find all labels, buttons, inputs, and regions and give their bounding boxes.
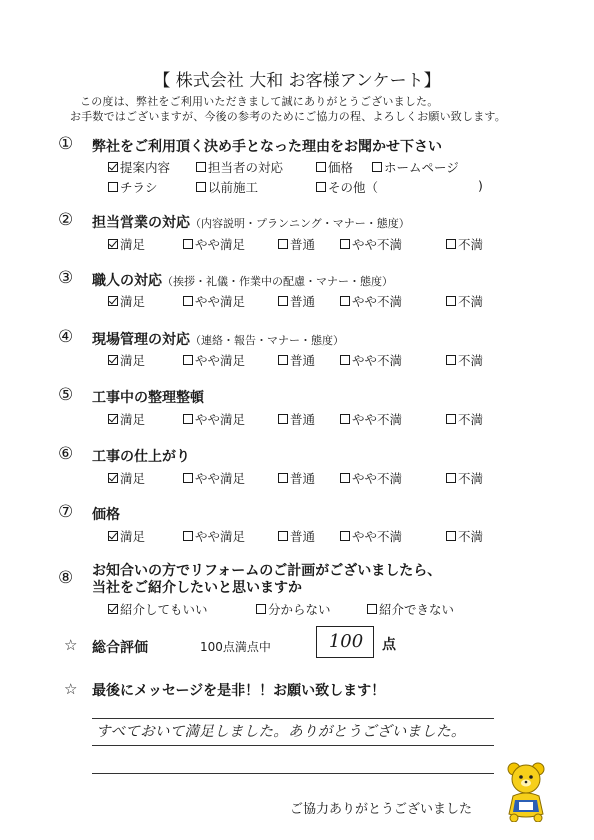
message-label: 最後にメッセージを是非！！お願い致します！ [92,683,386,699]
question-4-sub: （連絡・報告・マナー・態度） [190,334,344,347]
checkbox[interactable] [316,182,326,192]
checkbox[interactable] [278,296,288,306]
question-1-number: ① [58,134,74,154]
checkbox[interactable] [278,355,288,365]
checkbox[interactable] [108,182,118,192]
question-1-title: 弊社をご利用頂く決め手となった理由をお聞かせ下さい [92,139,442,155]
q4-option-somewhat-dissatisfied[interactable]: やや不満 [340,351,402,369]
q2-option-satisfied[interactable]: 満足 [108,235,145,253]
checkbox[interactable] [278,531,288,541]
checkbox[interactable] [108,162,118,172]
checkbox[interactable] [316,162,326,172]
message-line-2 [92,745,494,746]
star-icon: ☆ [64,680,78,698]
checkbox[interactable] [278,473,288,483]
checkbox[interactable] [183,296,193,306]
q6-option-somewhat-dissatisfied[interactable]: やや不満 [340,469,402,487]
checkbox[interactable] [108,296,118,306]
score-value: 100 [328,631,364,652]
checkbox[interactable] [108,604,118,614]
q6-option-satisfied[interactable]: 満足 [108,469,145,487]
question-2-title: 担当営業の対応（内容説明・プランニング・マナー・態度） [92,215,410,231]
message-line-1 [92,718,494,719]
intro-line-1: この度は、弊社をご利用いただきまして誠にありがとうございました。 [80,95,439,108]
question-8-number: ⑧ [58,568,74,588]
checkbox[interactable] [108,355,118,365]
checkbox[interactable] [446,296,456,306]
score-unit: 点 [382,637,396,653]
question-8-title-line2: 当社をご紹介したいと思いますか [92,580,302,596]
q1-option-staff[interactable]: 担当者の対応 [196,158,283,176]
q1-option-proposal[interactable]: 提案内容 [108,158,170,176]
checkbox[interactable] [196,162,206,172]
question-8-title: お知合いの方でリフォームのご計画がございましたら、 [92,563,442,579]
checkbox[interactable] [108,239,118,249]
checkbox[interactable] [183,531,193,541]
q5-option-neutral[interactable]: 普通 [278,410,315,428]
q7-option-somewhat-satisfied[interactable]: やや満足 [183,527,245,545]
checkbox[interactable] [340,414,350,424]
question-7-title: 価格 [92,507,120,523]
question-4-title: 現場管理の対応（連絡・報告・マナー・態度） [92,332,344,348]
question-7-number: ⑦ [58,502,74,522]
checkbox[interactable] [340,473,350,483]
q5-option-somewhat-dissatisfied[interactable]: やや不満 [340,410,402,428]
q4-option-neutral[interactable]: 普通 [278,351,315,369]
q1-option-other[interactable]: その他（ [316,178,378,196]
q6-option-neutral[interactable]: 普通 [278,469,315,487]
q3-option-satisfied[interactable]: 満足 [108,292,145,310]
score-input[interactable] [316,626,374,658]
q3-option-neutral[interactable]: 普通 [278,292,315,310]
checkbox[interactable] [367,604,377,614]
question-6-number: ⑥ [58,444,74,464]
checkbox[interactable] [340,355,350,365]
q1-other-close: ) [478,178,483,193]
q7-option-neutral[interactable]: 普通 [278,527,315,545]
q6-option-dissatisfied[interactable]: 不満 [446,469,483,487]
checkbox[interactable] [446,355,456,365]
checkbox[interactable] [340,531,350,541]
q6-option-somewhat-satisfied[interactable]: やや満足 [183,469,245,487]
q8-option-would-recommend[interactable]: 紹介してもいい [108,600,208,618]
q2-option-neutral[interactable]: 普通 [278,235,315,253]
checkbox[interactable] [183,355,193,365]
q5-option-dissatisfied[interactable]: 不満 [446,410,483,428]
q5-option-satisfied[interactable]: 満足 [108,410,145,428]
q1-option-flyer[interactable]: チラシ [108,178,158,196]
overall-rating-scale: 100点満点中 [200,640,271,654]
q1-option-price[interactable]: 価格 [316,158,353,176]
checkbox[interactable] [183,473,193,483]
checkbox[interactable] [446,473,456,483]
checkbox[interactable] [183,239,193,249]
checkbox[interactable] [183,414,193,424]
q4-option-somewhat-satisfied[interactable]: やや満足 [183,351,245,369]
question-3-number: ③ [58,268,74,288]
checkbox[interactable] [446,531,456,541]
thanks-text: ご協力ありがとうございました [290,802,473,817]
question-2-number: ② [58,210,74,230]
checkbox[interactable] [446,414,456,424]
bear-mascot-icon [503,760,549,822]
q8-option-not-sure[interactable]: 分からない [256,600,331,618]
q4-option-dissatisfied[interactable]: 不満 [446,351,483,369]
intro-line-2: お手数ではございますが、今後の参考のためにご協力の程、よろしくお願い致します。 [70,110,506,123]
q7-option-satisfied[interactable]: 満足 [108,527,145,545]
q7-option-dissatisfied[interactable]: 不満 [446,527,483,545]
q2-option-somewhat-dissatisfied[interactable]: やや不満 [340,235,402,253]
q7-option-somewhat-dissatisfied[interactable]: やや不満 [340,527,402,545]
checkbox[interactable] [256,604,266,614]
question-2-sub: （内容説明・プランニング・マナー・態度） [190,217,410,230]
q3-option-dissatisfied[interactable]: 不満 [446,292,483,310]
checkbox[interactable] [446,239,456,249]
checkbox[interactable] [108,531,118,541]
overall-rating-label: 総合評価 [92,640,148,656]
q8-option-cannot-recommend[interactable]: 紹介できない [367,600,454,618]
message-text[interactable]: すべておいて満足しました。ありがとうございました。 [96,724,466,740]
checkbox[interactable] [340,296,350,306]
q3-option-somewhat-dissatisfied[interactable]: やや不満 [340,292,402,310]
q3-option-somewhat-satisfied[interactable]: やや満足 [183,292,245,310]
checkbox[interactable] [108,473,118,483]
q2-option-dissatisfied[interactable]: 不満 [446,235,483,253]
checkbox[interactable] [278,239,288,249]
question-4-number: ④ [58,327,74,347]
checkbox[interactable] [196,182,206,192]
message-line-3 [92,773,494,774]
question-3-title: 職人の対応（挨拶・礼儀・作業中の配慮・マナー・態度） [92,273,393,289]
q2-option-somewhat-satisfied[interactable]: やや満足 [183,235,245,253]
checkbox[interactable] [372,162,382,172]
question-3-sub: （挨拶・礼儀・作業中の配慮・マナー・態度） [162,275,393,288]
checkbox[interactable] [340,239,350,249]
survey-title: 【 株式会社 大和 お客様アンケート】 [153,71,441,91]
q1-option-previous[interactable]: 以前施工 [196,178,258,196]
question-5-title: 工事中の整理整頓 [92,390,204,406]
star-icon: ☆ [64,636,78,654]
q5-option-somewhat-satisfied[interactable]: やや満足 [183,410,245,428]
question-5-number: ⑤ [58,385,74,405]
question-6-title: 工事の仕上がり [92,449,190,465]
checkbox[interactable] [278,414,288,424]
checkbox[interactable] [108,414,118,424]
q1-option-homepage[interactable]: ホームページ [372,158,459,176]
q4-option-satisfied[interactable]: 満足 [108,351,145,369]
